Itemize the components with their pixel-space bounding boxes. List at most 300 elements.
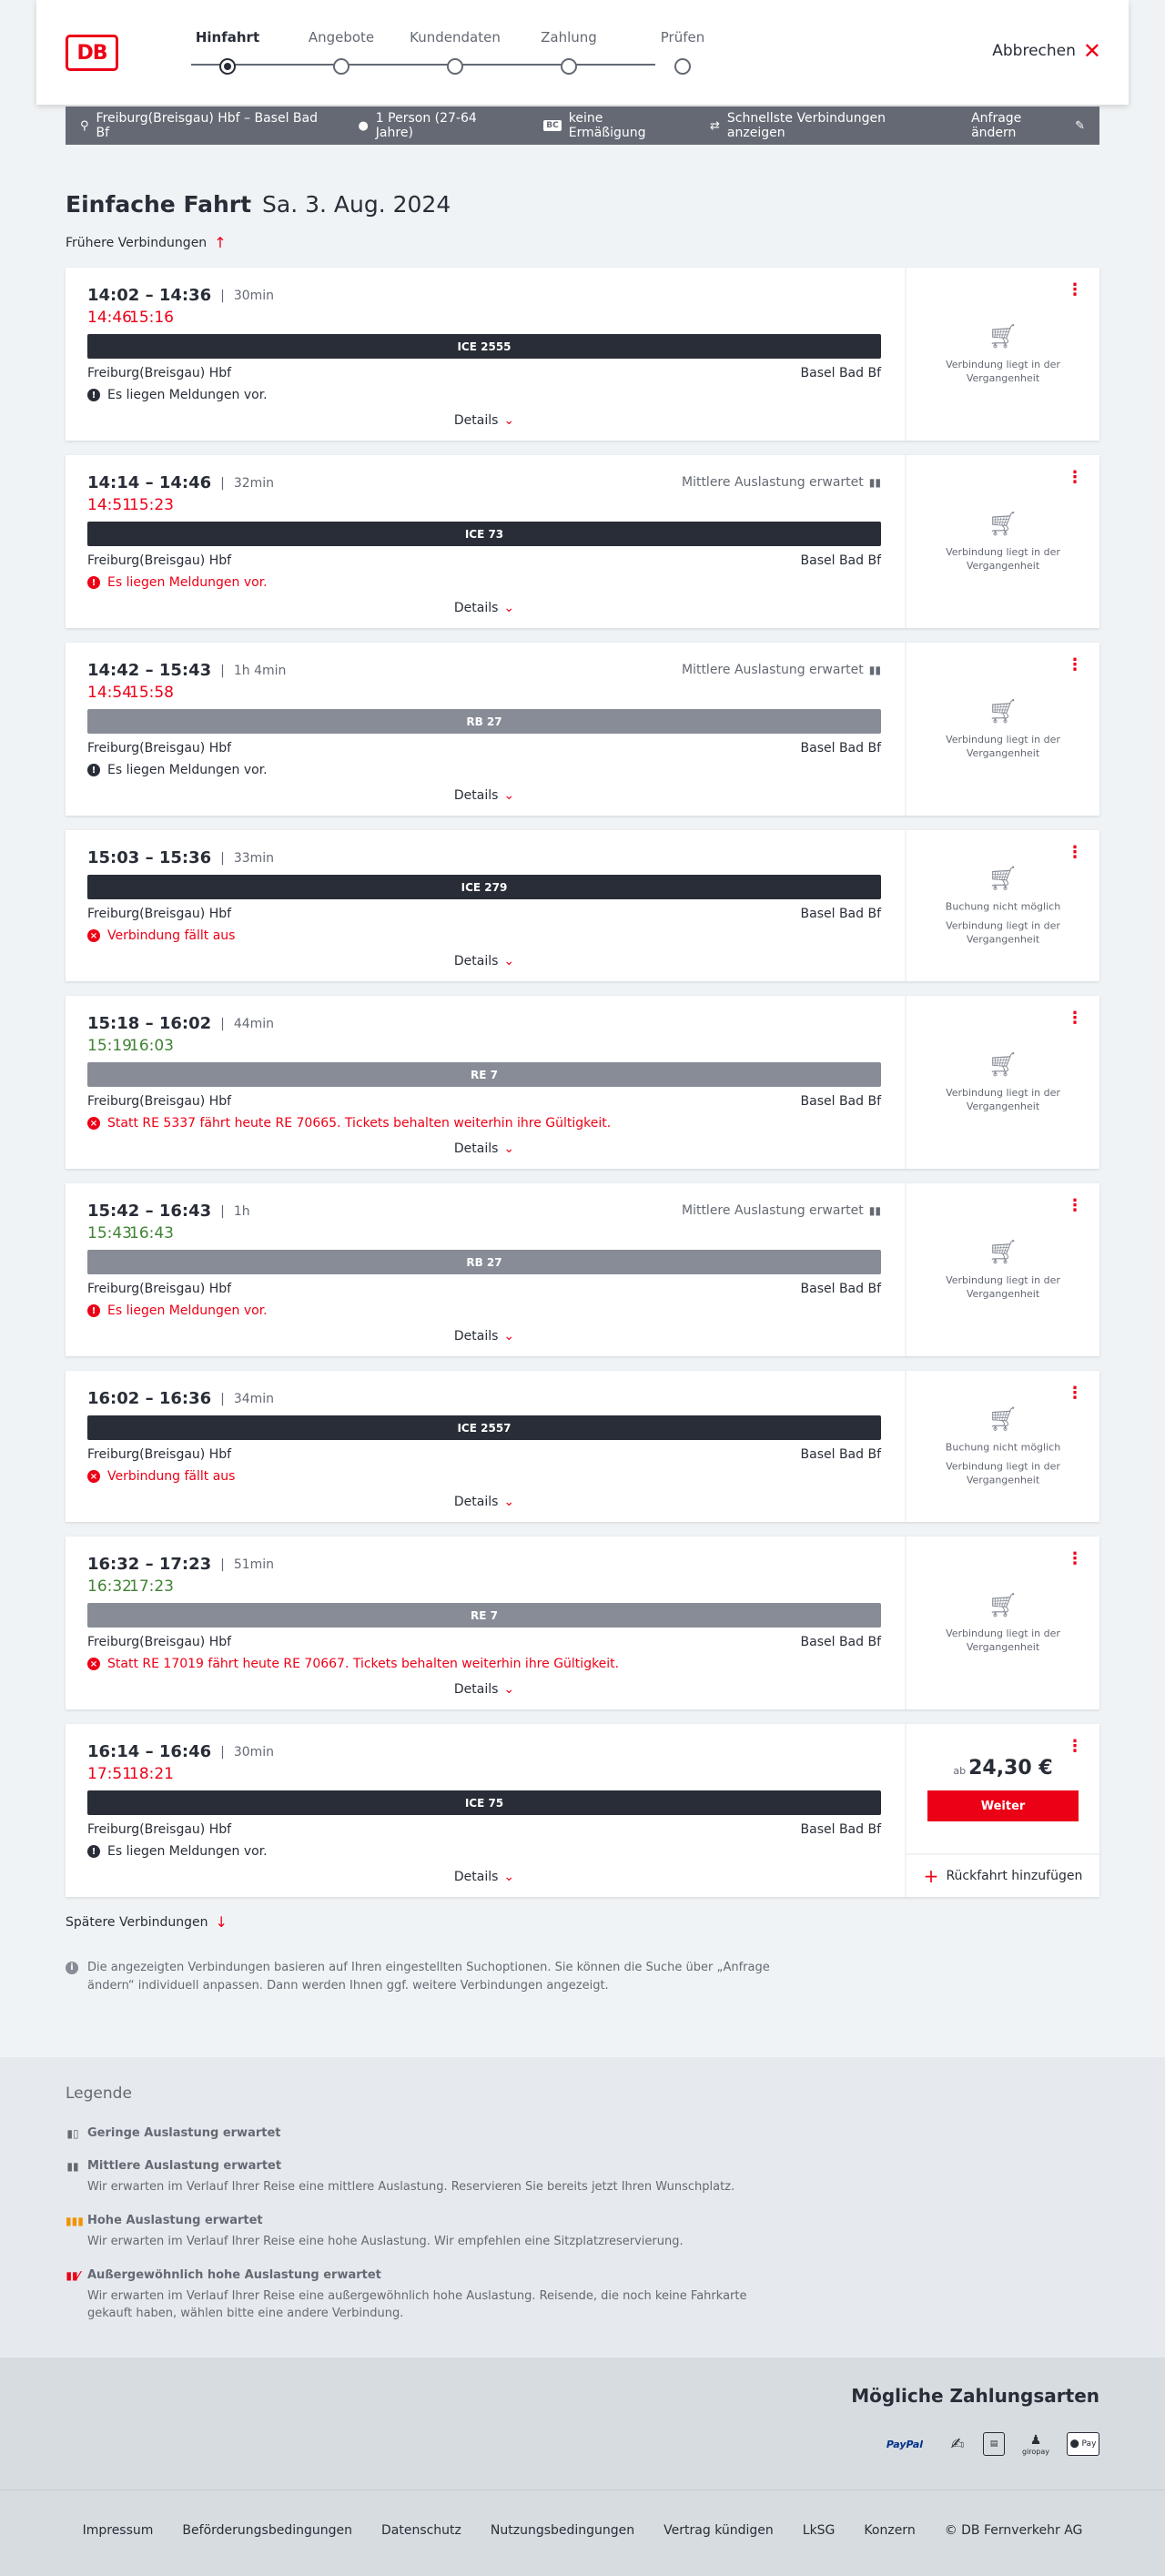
scheduled-times: 15:42 – 16:43 [87,1202,212,1221]
realtime-arrival: 16:03 [129,1037,174,1055]
db-logo[interactable]: DB [66,35,118,71]
price-area [907,1757,1099,1821]
arrival-station: Basel Bad Bf [800,1635,881,1649]
departure-station: Freiburg(Breisgau) Hbf [87,741,232,756]
arrival-station: Basel Bad Bf [800,907,881,921]
stations-row [87,1822,881,1837]
details-toggle[interactable] [66,788,903,803]
very-high-occupancy-icon: ▮▮⁄ [66,2268,80,2282]
booking-status-note: Verbindung liegt in der Vergangenheit [946,1087,1060,1112]
summary-discount-text: keine Ermäßigung [568,111,646,140]
summary-persons [358,111,514,140]
realtime-arrival: 17:23 [129,1577,174,1596]
footer-link-konzern[interactable]: Konzern [864,2523,916,2538]
medium-occupancy-icon: ▮▮ [66,2159,79,2173]
details-toggle[interactable] [66,1870,903,1884]
connection-times [87,1389,881,1408]
train-bar[interactable]: ICE 75 [87,1790,881,1815]
train-bar[interactable]: ICE 73 [87,522,881,546]
travel-duration: 44min [233,1016,275,1031]
details-label: Details [453,413,499,428]
separator: | [220,1557,225,1572]
realtime-times [87,1765,881,1783]
connection-times [87,1555,881,1574]
details-label: Details [453,1329,499,1344]
trip-type-title: Einfache Fahrt [66,191,252,218]
connection-message [87,928,881,943]
departure-station: Freiburg(Breisgau) Hbf [87,1822,232,1837]
stations-row [87,907,881,921]
departure-station: Freiburg(Breisgau) Hbf [87,1447,232,1462]
earlier-connections-link[interactable] [66,234,227,251]
details-label: Details [453,1870,499,1884]
legend-section [0,2057,1165,2358]
travel-duration: 1h [233,1203,250,1219]
booking-status [907,698,1099,760]
booking-status [907,866,1099,947]
connection-times [87,1014,881,1033]
continue-button[interactable]: Weiter [927,1790,1079,1821]
alert-icon: × [87,1117,100,1130]
step-dot-icon [561,58,577,75]
alert-icon: ! [87,1845,100,1858]
connection-message [87,388,881,402]
summary-route [80,111,329,140]
realtime-arrival: 18:21 [129,1765,174,1783]
train-bar[interactable]: RB 27 [87,1250,881,1274]
train-bar[interactable]: RE 7 [87,1603,881,1628]
search-notice [66,1959,775,1995]
medium-occupancy-icon: ▮▮ [868,664,881,676]
step-zahlung[interactable] [514,29,623,49]
more-options-icon[interactable]: ⋮ [1067,1737,1083,1756]
separator: | [220,850,225,866]
booking-status-note: Buchung nicht möglich [945,1441,1061,1454]
scheduled-times: 15:18 – 16:02 [87,1014,212,1033]
realtime-departure: 15:43 [87,1224,132,1242]
travel-duration: 30min [233,288,275,303]
step-label: Kundendaten [410,29,501,46]
realtime-times [87,1037,881,1055]
scheduled-times: 14:42 – 15:43 [87,661,212,680]
cancelled-icon: × [87,1470,100,1483]
connection-times [87,1742,881,1761]
pencil-icon: ✎ [1075,118,1085,133]
shopping-cart-icon: 🛒︎ [988,1592,1018,1619]
realtime-times [87,309,881,327]
connection-message [87,1844,881,1859]
details-toggle[interactable] [66,1682,903,1697]
arrival-station: Basel Bad Bf [800,553,881,568]
connection-side-panel [905,268,1099,441]
shopping-cart-icon: 🛒︎ [988,1405,1018,1434]
alert-icon: ! [87,764,100,776]
more-options-icon[interactable]: ⋮ [1067,1196,1083,1215]
scheduled-times: 16:32 – 17:23 [87,1555,212,1574]
legend-item-title: Hohe Auslastung erwartet [87,2214,263,2227]
location-pin-icon: ⚲ [80,118,89,133]
legend-item-high [66,2214,775,2250]
connection-message-text: Verbindung fällt aus [107,1469,236,1484]
separator: | [220,288,225,303]
departure-station: Freiburg(Breisgau) Hbf [87,907,232,921]
paypal-icon: PayPal [886,2438,924,2450]
stations-row [87,366,881,380]
connection-card [66,455,1099,628]
connection-side-panel [905,1371,1099,1522]
legend-item-desc: Wir erwarten im Verlauf Ihrer Reise eine hohe Auslastung. Wir empfehlen eine Sitzplatzreservierung. [87,2235,684,2248]
arrival-station: Basel Bad Bf [800,1282,881,1296]
footer-link-datenschutz[interactable]: Datenschutz [380,2523,461,2538]
realtime-times [87,1577,881,1596]
connection-side-panel [905,830,1099,981]
chevron-down-icon: ⌄ [503,954,515,969]
shopping-cart-icon: 🛒︎ [988,323,1018,350]
step-label: Zahlung [541,29,597,46]
booking-stepper [191,29,705,75]
legend-item-title: Außergewöhnlich hohe Auslastung erwartet [87,2268,381,2282]
alert-icon: × [87,1658,100,1670]
stations-row [87,1282,881,1296]
more-options-icon[interactable]: ⋮ [1067,1009,1083,1028]
stepper-line [191,64,655,66]
booking-status-note: Verbindung liegt in der Vergangenheit [946,1628,1060,1653]
page-footer [0,2490,1165,2576]
low-occupancy-icon: ▮▯ [66,2126,79,2140]
payment-methods-title: Mögliche Zahlungsarten [851,2385,1099,2407]
chevron-down-icon: ⌄ [503,601,515,615]
booking-status-note: Verbindung liegt in der Vergangenheit [946,1274,1060,1300]
train-bar[interactable]: ICE 279 [87,875,881,899]
search-notice-text: Die angezeigten Verbindungen basieren auf Ihren eingestellten Suchoptionen. Sie können die Suche über „Anfrage ändern“ individuell anpassen. Dann werden Ihnen ggf. weitere Verbindungen angezeigt. [87,1961,770,1993]
step-label: Angebote [308,29,375,46]
arrow-down-icon: ↓ [215,1913,228,1931]
booking-status-note: Verbindung liegt in der Vergangenheit [946,734,1060,759]
chevron-down-icon: ⌄ [503,1495,515,1509]
person-icon: ● [358,118,369,133]
price [907,1757,1099,1780]
cancel-label: Abbrechen [992,42,1076,60]
connection-message [87,1469,881,1484]
scheduled-times: 14:14 – 14:46 [87,473,212,492]
summary-fastest [710,111,942,140]
connection-side-panel [905,455,1099,628]
info-icon: i [66,1962,78,1974]
close-icon: ✕ [1082,38,1101,64]
travel-duration: 33min [233,850,275,866]
separator: | [220,1016,225,1031]
connection-message-text: Es liegen Meldungen vor. [107,1844,268,1859]
booking-status [907,1051,1099,1113]
step-pruefen[interactable] [628,29,737,49]
departure-station: Freiburg(Breisgau) Hbf [87,1282,232,1296]
details-toggle[interactable] [66,413,903,428]
earlier-connections-label: Frühere Verbindungen [66,235,208,250]
sepa-direct-debit-icon: ✍ [950,2434,965,2454]
step-dot-icon [219,58,236,75]
travel-duration: 34min [233,1391,275,1406]
change-request-button[interactable] [971,111,1085,140]
realtime-departure: 15:19 [87,1037,132,1055]
alert-icon: ! [87,1304,100,1317]
connection-message [87,1116,881,1131]
chevron-down-icon: ⌄ [503,788,515,803]
giropay-icon: ♟ giropay [1021,2432,1050,2456]
booking-status-note: Buchung nicht möglich [945,900,1061,913]
page-title [66,191,451,218]
booking-status-note: Verbindung liegt in der Vergangenheit [946,359,1060,384]
connection-card [66,830,1099,981]
details-toggle[interactable] [66,1495,903,1509]
medium-occupancy-icon: ▮▮ [868,1204,881,1217]
more-options-icon[interactable]: ⋮ [1067,468,1083,487]
step-label: Hinfahrt [195,29,260,46]
step-kundendaten[interactable] [400,29,510,49]
travel-duration: 51min [233,1557,275,1572]
arrow-up-icon: ↑ [214,234,227,251]
footer-copyright: © DB Fernverkehr AG [944,2523,1083,2538]
booking-status-note: Verbindung liegt in der Vergangenheit [946,1460,1060,1486]
alert-icon: ! [87,576,100,589]
connection-side-panel [905,1183,1099,1356]
price-prefix: ab [953,1765,967,1777]
stations-row [87,553,881,568]
realtime-departure: 16:32 [87,1577,132,1596]
separator: | [220,1744,225,1760]
high-occupancy-icon: ▮▮▮ [66,2214,84,2227]
change-request-label: Anfrage ändern [971,111,1022,140]
realtime-arrival: 15:58 [129,684,174,702]
chevron-down-icon: ⌄ [503,1141,515,1156]
booking-status [907,1406,1099,1487]
connection-message [87,575,881,590]
connection-message-text: Es liegen Meldungen vor. [107,763,268,777]
details-toggle[interactable] [66,954,903,969]
departure-station: Freiburg(Breisgau) Hbf [87,553,232,568]
details-toggle[interactable] [66,1141,903,1156]
separator: | [220,1391,225,1406]
connection-side-panel [905,1536,1099,1709]
connection-message [87,1657,881,1671]
legend-title: Legende [66,2084,132,2103]
swap-arrows-icon: ⇄ [710,118,720,133]
travel-duration: 30min [233,1744,275,1760]
occupancy-label: Mittlere Auslastung erwartet [681,475,864,490]
legend-item-title: Mittlere Auslastung erwartet [87,2159,282,2173]
legend-item-desc: Wir erwarten im Verlauf Ihrer Reise eine außergewöhnlich hohe Auslastung. Reisende, die noch keine Fahrkarte gekauft haben, wählen bitte eine andere Verbindung. [87,2289,747,2320]
bahncard-icon: BC [543,120,561,131]
chevron-down-icon: ⌄ [503,1682,515,1697]
booking-status-note: Verbindung liegt in der Vergangenheit [946,919,1060,946]
step-hinfahrt[interactable] [173,29,282,49]
stations-row [87,741,881,756]
later-connections-link[interactable] [66,1913,228,1931]
step-dot-icon [333,58,350,75]
departure-station: Freiburg(Breisgau) Hbf [87,1094,232,1109]
separator: | [220,663,225,678]
legend-item-desc: Wir erwarten im Verlauf Ihrer Reise eine mittlere Auslastung. Reservieren Sie bereits jetzt Ihren Wunschplatz. [87,2180,735,2194]
legend-item-medium [66,2159,775,2196]
train-bar[interactable]: RB 27 [87,709,881,734]
booking-status [907,511,1099,573]
plus-icon: + [923,1865,939,1887]
chevron-down-icon: ⌄ [503,1329,515,1344]
chevron-down-icon: ⌄ [503,1870,515,1884]
train-bar[interactable]: ICE 2557 [87,1415,881,1440]
connection-message-text: Es liegen Meldungen vor. [107,575,268,590]
footer-link-lksg[interactable]: LkSG [802,2523,836,2538]
more-options-icon[interactable]: ⋮ [1067,280,1083,299]
connection-message-text: Statt RE 5337 fährt heute RE 70665. Tickets behalten weiterhin ihre Gültigkeit. [107,1116,612,1131]
shopping-cart-icon: 🛒︎ [988,698,1018,725]
separator: | [220,1203,225,1219]
giropay-label: giropay [1021,2447,1050,2456]
credit-card-icon: ▤ [983,2432,1005,2456]
connection-times [87,848,881,867]
travel-duration: 32min [233,475,275,491]
medium-occupancy-icon: ▮▮ [868,476,881,489]
connection-times [87,286,881,305]
occupancy-info [682,663,881,677]
shopping-cart-icon: 🛒︎ [988,1051,1018,1079]
arrival-station: Basel Bad Bf [800,366,881,380]
summary-route-text: Freiburg(Breisgau) Hbf – Basel Bad Bf [96,111,318,140]
connection-message [87,763,881,777]
booking-status [907,323,1099,385]
step-dot-icon [674,58,691,75]
connection-message-text: Es liegen Meldungen vor. [107,1303,268,1318]
realtime-departure: 14:54 [87,684,132,702]
apple-pay-icon [1067,2432,1099,2456]
separator: | [220,475,225,491]
connection-card [66,643,1099,816]
apple-pay-label: Pay [1081,2439,1097,2449]
realtime-times [87,684,881,702]
travel-duration: 1h 4min [233,663,287,678]
connection-message [87,1303,881,1318]
realtime-times [87,1224,881,1242]
occupancy-info [682,475,881,490]
departure-station: Freiburg(Breisgau) Hbf [87,366,232,380]
legend-item-low [66,2126,775,2140]
legend-item-very-high [66,2268,775,2322]
summary-persons-text: 1 Person (27-64 Jahre) [375,111,477,140]
connection-card [66,1536,1099,1709]
cancelled-icon: × [87,929,100,942]
payment-methods-section [0,2358,1165,2490]
realtime-departure: 17:51 [87,1765,132,1783]
footer-link-impressum[interactable]: Impressum [82,2523,154,2538]
more-options-icon[interactable]: ⋮ [1067,1549,1083,1568]
departure-station: Freiburg(Breisgau) Hbf [87,1635,232,1649]
arrival-station: Basel Bad Bf [800,1447,881,1462]
booking-status [907,1239,1099,1301]
occupancy-label: Mittlere Auslastung erwartet [681,1203,864,1218]
booking-status-note: Verbindung liegt in der Vergangenheit [946,546,1060,572]
details-label: Details [453,1141,499,1156]
more-options-icon[interactable]: ⋮ [1067,655,1083,674]
summary-fastest-text: Schnellste Verbindungen anzeigen [726,111,886,140]
details-label: Details [453,1682,499,1697]
connection-card [66,1371,1099,1522]
connection-card [66,996,1099,1169]
connection-side-panel [905,996,1099,1169]
realtime-departure: 14:51 [87,496,132,514]
train-bar[interactable]: RE 7 [87,1062,881,1087]
scheduled-times: 14:02 – 14:36 [87,286,212,305]
alert-icon: ! [87,389,100,401]
step-dot-icon [447,58,463,75]
shopping-cart-icon: 🛒︎ [988,1239,1018,1266]
connection-card [66,268,1099,441]
stations-row [87,1447,881,1462]
summary-discount [543,111,681,140]
realtime-departure: 14:46 [87,309,132,327]
arrival-station: Basel Bad Bf [800,1822,881,1837]
stations-row [87,1635,881,1649]
details-label: Details [453,1495,499,1509]
search-summary-bar [66,106,1099,145]
step-label: Prüfen [660,29,705,46]
more-options-icon[interactable]: ⋮ [1067,843,1083,862]
connection-message-text: Verbindung fällt aus [107,928,236,943]
details-label: Details [453,788,499,803]
shopping-cart-icon: 🛒︎ [988,511,1018,538]
stations-row [87,1094,881,1109]
connection-card [66,1183,1099,1356]
details-label: Details [453,601,499,615]
footer-links [0,2523,1165,2538]
step-angebote[interactable] [287,29,396,49]
arrival-station: Basel Bad Bf [800,741,881,756]
later-connections-label: Spätere Verbindungen [66,1914,208,1930]
add-return-trip-label: Rückfahrt hinzufügen [946,1869,1083,1883]
cancel-button[interactable] [992,40,1101,62]
details-toggle[interactable] [66,601,903,615]
price-value: 24,30 € [968,1757,1053,1780]
details-label: Details [453,954,499,969]
occupancy-info [682,1203,881,1218]
footer-link-vertrag-kuendigen[interactable]: Vertrag kündigen [664,2523,774,2538]
connection-card [66,1724,1099,1897]
arrival-station: Basel Bad Bf [800,1094,881,1109]
realtime-arrival: 16:43 [129,1224,174,1242]
details-toggle[interactable] [66,1329,903,1344]
train-bar[interactable]: ICE 2555 [87,334,881,359]
scheduled-times: 16:14 – 16:46 [87,1742,212,1761]
apple-glyph: ⬤ [1069,2439,1079,2449]
add-return-trip-button[interactable] [907,1853,1099,1897]
connection-side-panel [905,643,1099,816]
booking-header [36,0,1129,105]
booking-status [907,1592,1099,1654]
footer-link-nutzungsbedingungen[interactable]: Nutzungsbedingungen [490,2523,635,2538]
more-options-icon[interactable]: ⋮ [1067,1384,1083,1403]
occupancy-label: Mittlere Auslastung erwartet [681,663,864,677]
connection-message-text: Es liegen Meldungen vor. [107,388,268,402]
realtime-arrival: 15:16 [129,309,174,327]
footer-link-befoerderungsbedingungen[interactable]: Beförderungsbedingungen [182,2523,352,2538]
scheduled-times: 15:03 – 15:36 [87,848,212,867]
legend-item-title: Geringe Auslastung erwartet [87,2126,281,2140]
trip-date: Sa. 3. Aug. 2024 [262,191,451,218]
connection-message-text: Statt RE 17019 fährt heute RE 70667. Tickets behalten weiterhin ihre Gültigkeit. [107,1657,620,1671]
realtime-times [87,496,881,514]
scheduled-times: 16:02 – 16:36 [87,1389,212,1408]
chevron-down-icon: ⌄ [503,413,515,428]
connection-side-panel [905,1724,1099,1897]
realtime-arrival: 15:23 [129,496,174,514]
